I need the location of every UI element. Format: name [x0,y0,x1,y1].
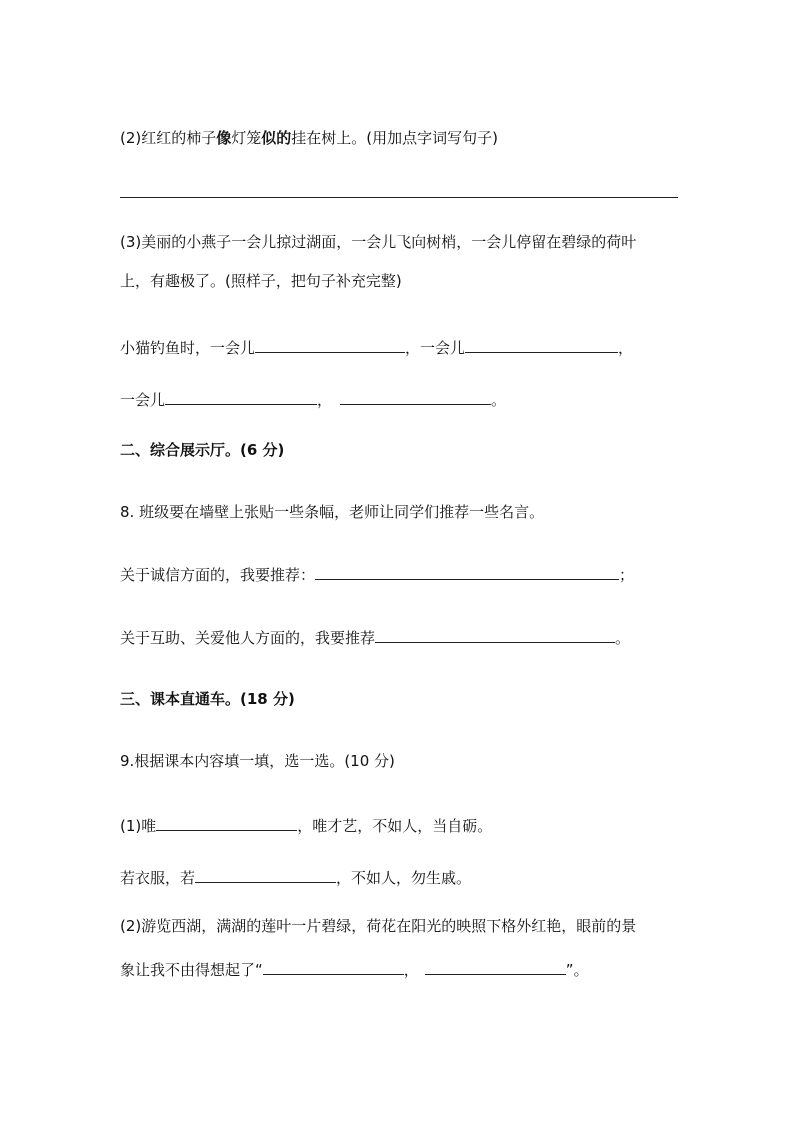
q9-part1-line1 [120,814,492,836]
q8-honesty-prefix: 关于诚信方面的，我要推荐： [120,566,316,584]
fill1-blank-b[interactable] [465,336,618,353]
q7-part2-emphasis-1: 像 [216,129,232,147]
q8-mutual-help-blank[interactable] [375,626,615,643]
q7-part3-line1: (3)美丽的小燕子一会儿掠过湖面，一会儿飞向树梢，一会儿停留在碧绿的荷叶 [120,233,637,251]
fill2-prefix: 一会儿 [120,391,166,409]
q7-part3-fill-line2 [120,388,506,410]
q8-honesty-line [120,563,634,585]
q9-question: 9.根据课本内容填一填，选一选。(10 分) [120,752,395,770]
q9-part1b-blank[interactable] [195,866,336,883]
q7-part3-fill-line1 [120,336,633,358]
q9-part1b-suffix: ，不如人，勿生戚。 [336,869,472,887]
q9-part2-line2 [120,958,589,980]
section3-title: 三、课本直通车。(18 分) [120,690,295,708]
q8-mutual-help-end: 。 [615,629,631,647]
q9-part1-line2 [120,866,471,888]
q8-mutual-help-prefix: 关于互助、关爱他人方面的，我要推荐 [120,629,376,647]
q9-part2-blank-a[interactable] [263,958,404,975]
q7-part2-suffix: 挂在树上。(用加点字词写句子) [291,129,499,147]
q7-part2-middle: 灯笼 [231,129,262,147]
fill2-blank-a[interactable] [165,388,317,405]
q7-part3-line2: 上，有趣极了。(照样子，把句子补充完整) [120,272,402,290]
q7-part2-emphasis-2: 似的 [261,129,292,147]
q7-part2-sentence [120,128,498,148]
q8-mutual-help-line [120,626,630,648]
q9-part1-suffix: ，唯才艺，不如人，当自砺。 [297,817,493,835]
fill2-end: 。 [491,391,507,409]
section2-title: 二、综合展示厅。(6 分) [120,441,285,459]
fill1-separator: ，一会儿 [405,339,466,357]
fill1-prefix: 小猫钓鱼时，一会儿 [120,339,256,357]
q9-part1b-prefix: 若衣服，若 [120,869,196,887]
q8-honesty-end: ； [619,566,635,584]
q8-question: 8. 班级要在墙壁上张贴一些条幅，老师让同学们推荐一些名言。 [120,503,545,521]
q9-part1-prefix: (1)唯 [120,817,157,835]
q9-part2-separator: ， [403,961,419,979]
q7-part2-prefix: (2)红红的柿子 [120,129,217,147]
fill2-separator: ， [317,391,333,409]
q7-part2-answer-line[interactable] [120,197,678,198]
fill1-blank-a[interactable] [255,336,405,353]
q9-part1-blank[interactable] [156,814,297,831]
q9-part2-line1: (2)游览西湖，满湖的莲叶一片碧绿，荷花在阳光的映照下格外红艳，眼前的景 [120,917,637,935]
q9-part2-end: ”。 [565,961,589,979]
q9-part2-prefix: 象让我不由得想起了“ [120,961,263,979]
q9-part2-blank-b[interactable] [425,958,566,975]
fill1-end: ， [618,339,634,357]
q8-honesty-blank[interactable] [315,563,619,580]
fill2-blank-b[interactable] [340,388,491,405]
